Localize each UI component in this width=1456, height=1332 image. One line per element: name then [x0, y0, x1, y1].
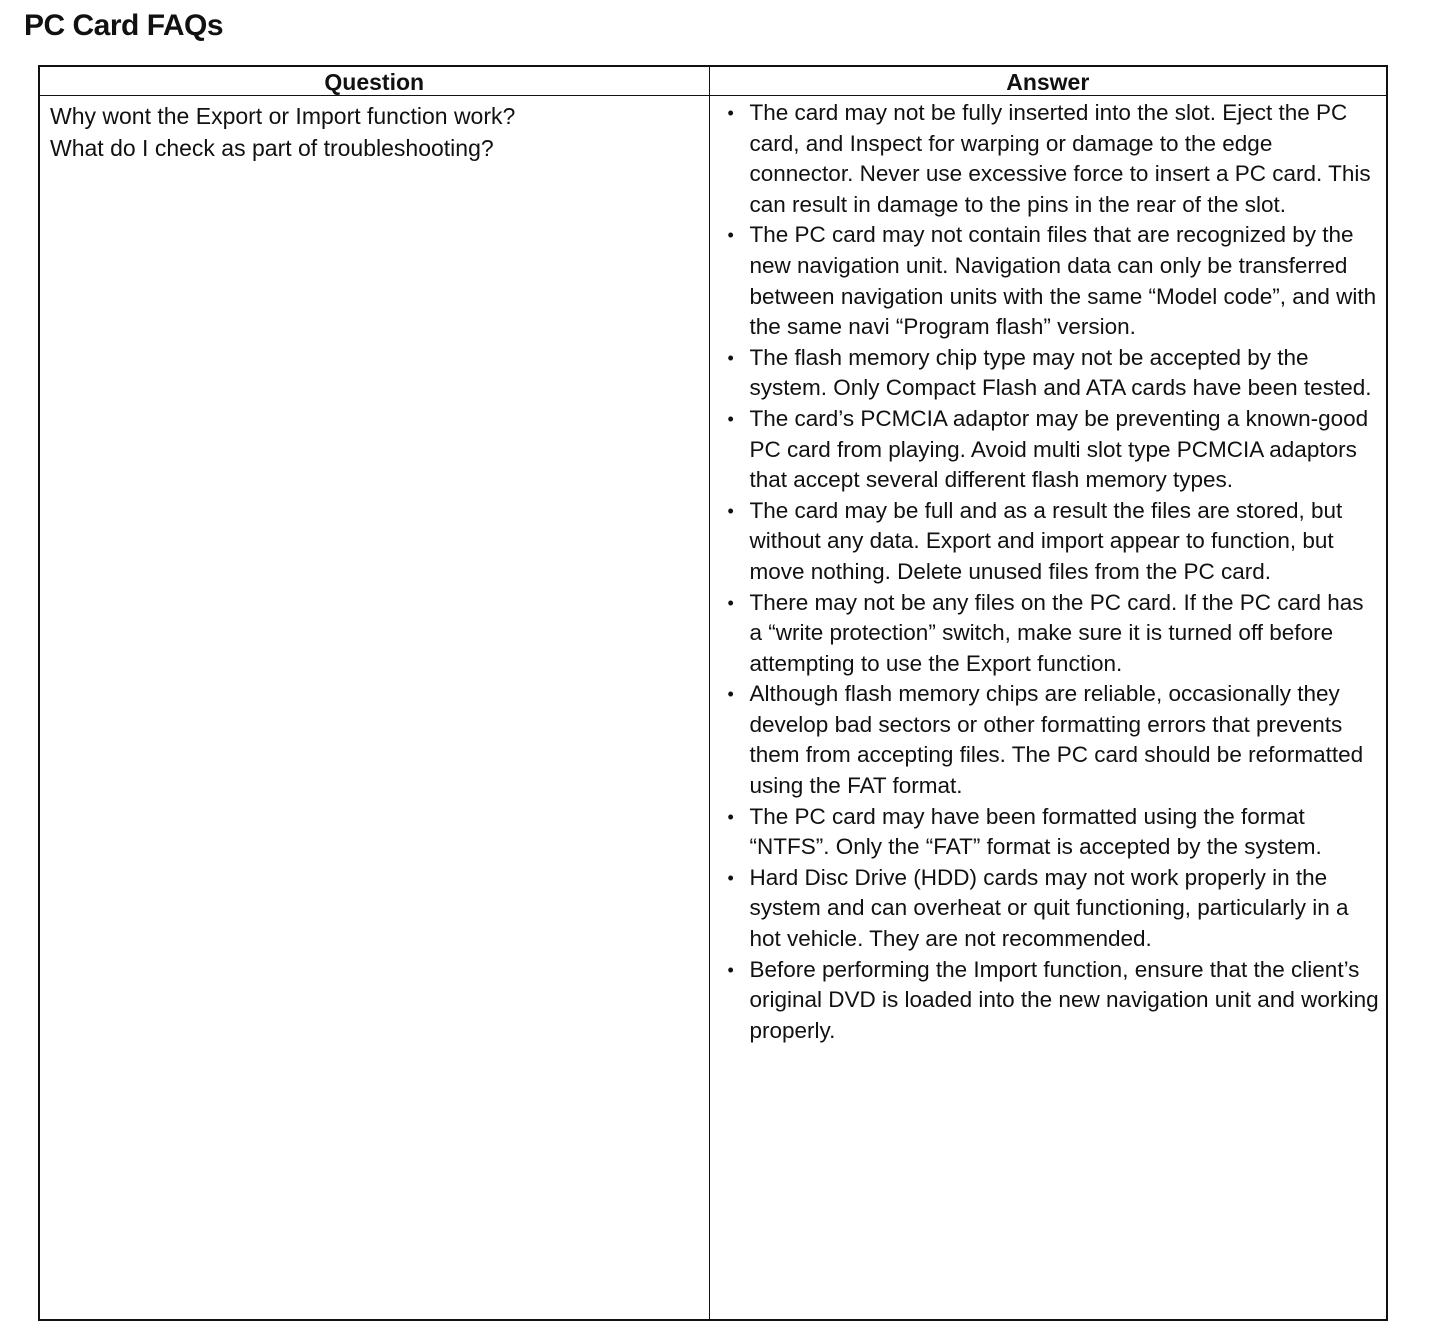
- answer-text: The PC card may not contain files that are recognized by the new navigation unit. Navigation data can only be transferred between navigation units with the same “Model code”, and with the same navi “Program flash” version.: [749, 222, 1377, 340]
- bullet-icon: •: [727, 347, 734, 368]
- list-item: [726, 220, 1381, 342]
- list-item: [726, 588, 1381, 680]
- table-header-row: [39, 66, 1387, 96]
- answer-text: Although flash memory chips are reliable, occasionally they develop bad sectors or other formatting errors that prevents them from accepting files. The PC card should be reformatted using the FAT format.: [749, 681, 1364, 799]
- question-cell: [39, 96, 709, 1321]
- answer-text: The flash memory chip type may not be accepted by the system. Only Compact Flash and ATA cards have been tested.: [749, 344, 1372, 401]
- answer-cell: [709, 96, 1387, 1321]
- question-text: Why wont the Export or Import function work?: [50, 103, 516, 129]
- answer-text: The card may be full and as a result the files are stored, but without any data. Export and import appear to function, but move nothing. Delete unused files from the PC card.: [749, 497, 1343, 584]
- list-item: [726, 404, 1381, 496]
- answer-text: Hard Disc Drive (HDD) cards may not work properly in the system and can overheat or quit functioning, particularly in a hot vehicle. They are not recommended.: [749, 864, 1349, 952]
- question-text: What do I check as part of troubleshooting?: [50, 135, 494, 161]
- bullet-icon: •: [727, 867, 734, 888]
- bullet-icon: •: [727, 959, 734, 980]
- page-title: PC Card FAQs: [24, 9, 224, 42]
- answer-text: There may not be any files on the PC card. If the PC card has a “write protection” switch, make sure it is turned off before attempting to use the Export function.: [749, 589, 1364, 676]
- list-item: [726, 955, 1381, 1047]
- answer-text: The card’s PCMCIA adaptor may be preventing a known-good PC card from playing. Avoid multi slot type PCMCIA adaptors that accept several different flash memory types.: [749, 405, 1369, 493]
- answer-text: The card may not be fully inserted into the slot. Eject the PC card, and Inspect for warping or damage to the edge connector. Never use excessive force to insert a PC card. This can result in damage to the pins in the rear of the slot.: [749, 100, 1371, 217]
- bullet-icon: •: [727, 500, 734, 521]
- bullet-icon: •: [727, 408, 734, 429]
- list-item: [726, 98, 1381, 220]
- bullet-icon: •: [727, 103, 734, 123]
- bullet-icon: •: [727, 684, 734, 705]
- answer-column-header: Answer: [709, 66, 1387, 96]
- list-item: [726, 496, 1381, 588]
- question-column-header: Question: [39, 66, 709, 96]
- answer-list: [726, 98, 1381, 1046]
- list-item: [726, 343, 1381, 404]
- bullet-icon: •: [727, 225, 734, 246]
- answer-text: The PC card may have been formatted using the format “NTFS”. Only the “FAT” format is accepted by the system.: [749, 803, 1322, 860]
- list-item: [726, 679, 1381, 801]
- answer-text: Before performing the Import function, ensure that the client’s original DVD is loaded into the new navigation unit and working properly.: [749, 956, 1379, 1043]
- bullet-icon: •: [727, 592, 734, 613]
- faq-table: [38, 65, 1388, 1321]
- bullet-icon: •: [727, 806, 734, 827]
- list-item: [726, 802, 1381, 863]
- table-row: [39, 96, 1387, 1321]
- list-item: [726, 863, 1381, 955]
